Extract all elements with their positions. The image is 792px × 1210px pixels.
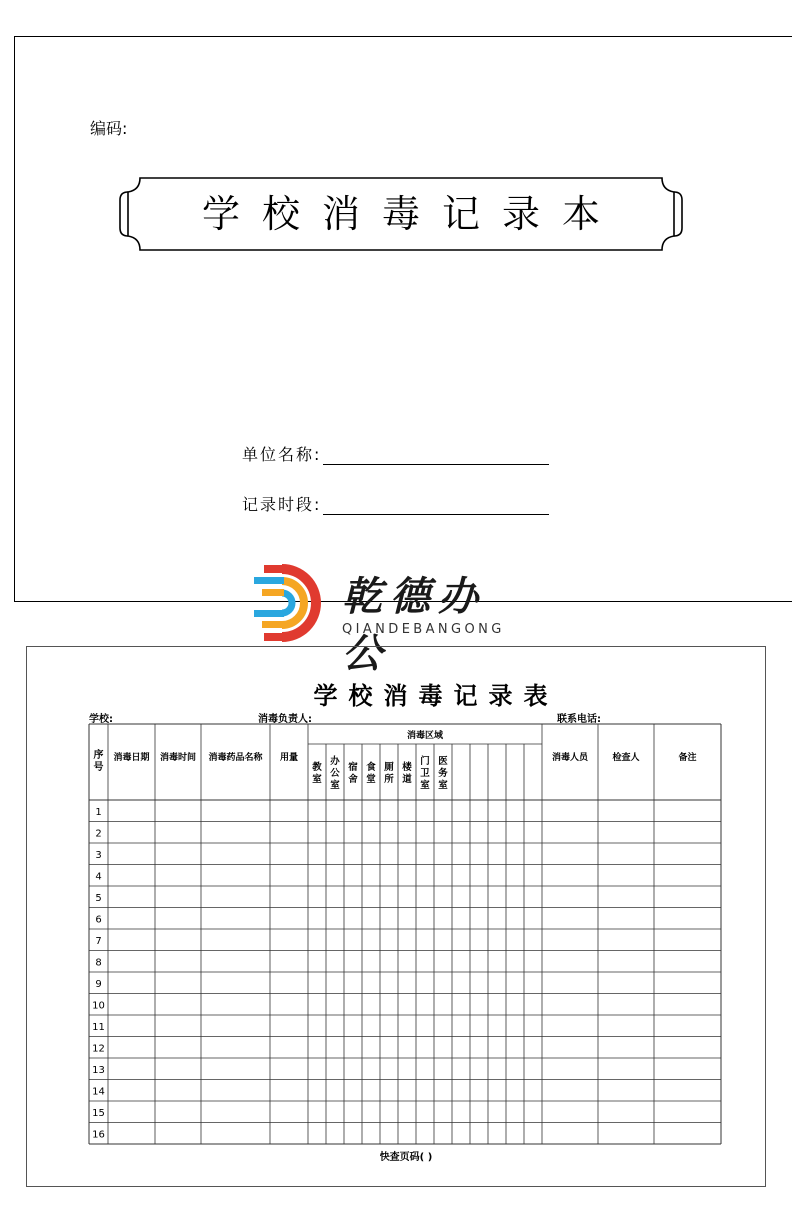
person-in-charge-label: 消毒负责人: [258,714,312,725]
header-7: 备注 [678,753,697,763]
row-number: 4 [95,871,102,883]
row-number: 10 [92,1000,105,1012]
header-area-group: 消毒区域 [406,731,444,741]
record-period-field [242,492,549,515]
row-number: 9 [95,978,102,990]
header-area-5: 厕 [384,762,394,773]
header-3: 消毒药品名称 [208,753,263,763]
logo-chinese-text: 乾德办公 [342,573,486,677]
header-area-1: 教 [312,762,322,773]
header-area-7: 卫 [420,768,430,779]
header-2: 消毒时间 [159,753,197,763]
header-6: 检查人 [612,753,640,763]
row-number: 13 [92,1064,105,1076]
page-number-note: 快查页码( ) [379,1152,433,1163]
header-4: 用量 [279,753,299,763]
header-area-4: 食 [366,762,376,773]
header-area-3: 宿 [348,762,358,773]
row-number: 2 [95,828,102,840]
header-5: 消毒人员 [551,753,589,763]
header-area-2: 公 [330,768,340,779]
row-number: 15 [92,1107,105,1119]
logo-mark-icon [252,563,332,643]
row-number: 7 [95,935,102,947]
unit-name-field [242,442,549,465]
row-number: 6 [95,914,102,926]
header-seq-char: 号 [93,762,104,773]
header-area-6: 道 [402,774,412,785]
school-label: 学校: [89,714,113,725]
record-period-line [323,496,549,515]
header-1: 消毒日期 [113,753,150,763]
row-number: 5 [95,892,102,904]
header-area-8: 医 [438,756,448,767]
logo-english-text: QIANDEBANGONG [342,622,505,637]
header-area-7: 室 [420,780,430,791]
row-number: 12 [92,1043,105,1055]
row-number: 8 [95,957,102,969]
header-area-3: 舍 [348,774,358,785]
cover-page [14,36,792,602]
header-area-5: 所 [384,774,394,785]
row-number: 14 [92,1086,105,1098]
row-number: 1 [95,806,102,818]
header-area-4: 堂 [366,774,376,785]
row-number: 11 [92,1021,105,1033]
sheet-title: 学校消毒记录表 [313,681,559,710]
header-area-1: 室 [312,774,322,785]
phone-label: 联系电话: [557,714,601,725]
unit-name-line [323,446,549,465]
header-area-7: 门 [420,756,430,767]
header-area-2: 办 [330,756,340,767]
cover-title-frame [118,176,684,252]
header-area-2: 室 [330,780,340,791]
unit-name-label: 单位名称: [242,445,322,464]
code-label: 编码: [90,119,128,138]
header-seq-char: 序 [93,750,104,761]
row-number: 3 [95,849,102,861]
record-table [88,723,722,1145]
header-area-8: 务 [438,768,448,779]
header-area-6: 楼 [402,762,412,773]
header-area-8: 室 [438,780,448,791]
brand-logo [250,563,530,677]
cover-title: 学校消毒记录本 [201,192,622,236]
row-number: 16 [92,1129,105,1141]
record-period-label: 记录时段: [242,495,322,514]
